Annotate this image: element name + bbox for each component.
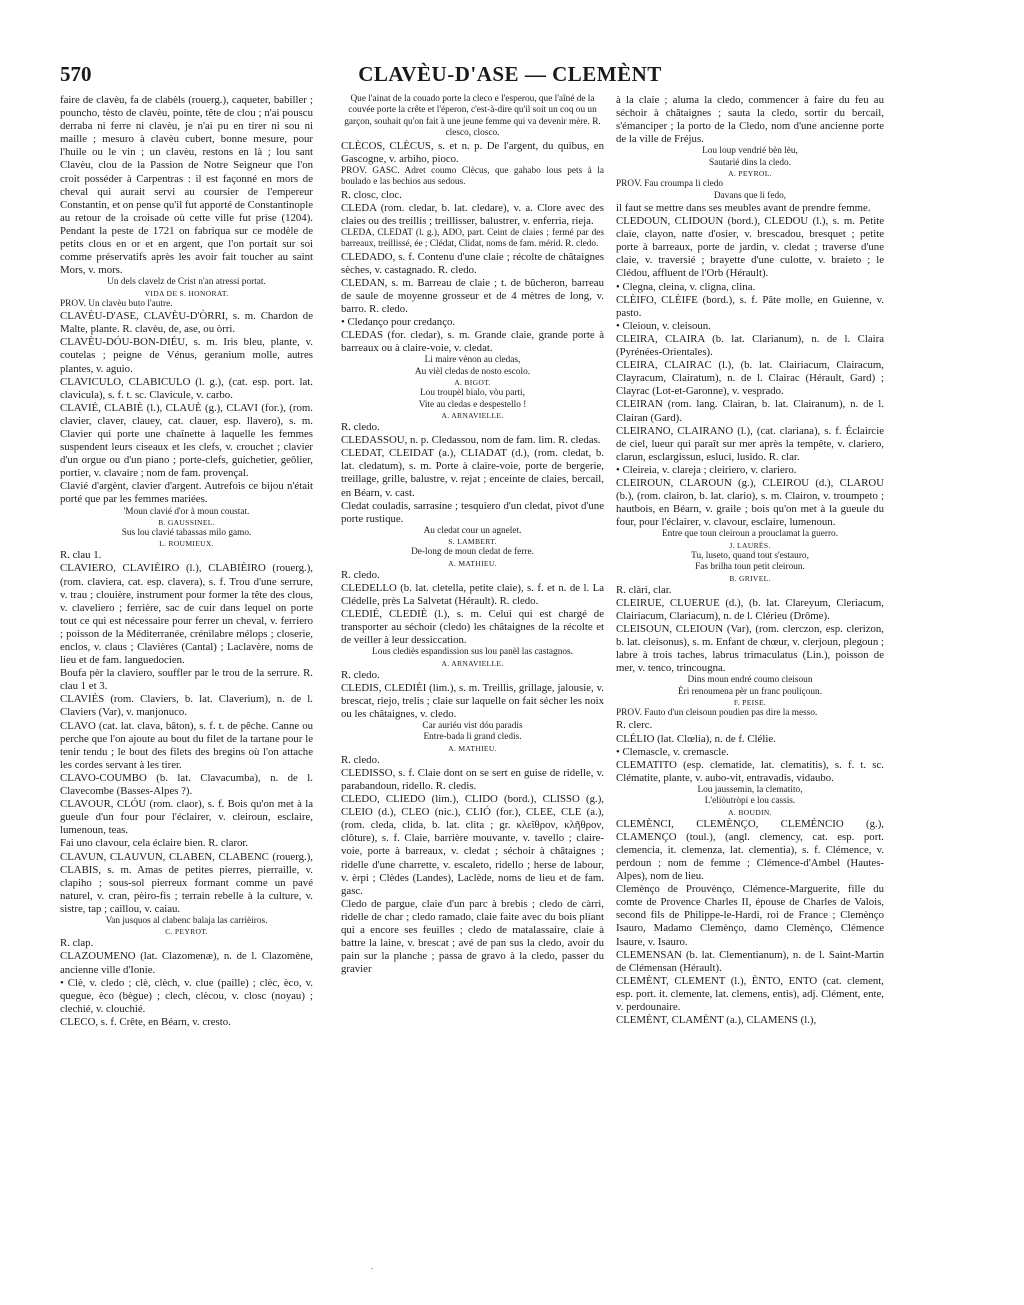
entry-paragraph: R. closc, cloc. [341, 188, 402, 201]
entry-paragraph: CLEIRAN (rom. lang. Clairan, b. lat. Clairanum), n. de l. Clairan (Gard). [616, 398, 884, 424]
quotation-source: A. ARNAVIELLE. [441, 411, 504, 421]
entry-paragraph: R. cledo. [341, 421, 380, 434]
quotation-line: Que l'ainat de la couado porte la cleco e l'esperou, que l'aîné de la couvée porte la crête et l'éperon, c'est-à-dire qu'il soit un coq ou un garçon, souhait qu'on fait à une jeune femme qui va devenir mère. R. clesco, closco. [344, 94, 601, 139]
column-left [60, 94, 313, 1224]
quotation-source: J. LAURÈS. [729, 540, 771, 550]
entry-paragraph: CLEMENSAN (b. lat. Clementianum), n. de l. Saint-Martin de Clémensan (Hérault). [616, 948, 884, 974]
entry-paragraph: CLEDAT, CLEIDAT (a.), CLIADAT (d.), (rom. cledat, b. lat. cledatum), s. m. Porte à claire-voie, porte de bergerie, treillage, grille, balustre, v. rejat ; enceinte de claies, bercail, en Béarn, v. cast. [341, 447, 604, 499]
quotation-source: F. PEISE. [733, 698, 767, 708]
entry-paragraph: CLAVÈU-D'ASE, CLAVÈU-D'ÒRRI, s. m. Chardon de Malte, plante. R. clavèu, de, ase, ou òrri. [60, 310, 313, 336]
entry-paragraph: • Cledanço pour credanço. [341, 316, 456, 329]
quotation-line: Sus lou clavié tabassas milo gamo. [121, 527, 252, 538]
quotation-line: Dins moun endré coumo cleisoun [687, 675, 813, 686]
quotation-source: A. MATHIEU. [448, 743, 497, 753]
quotation-line: Un dels clavelz de Crist n'an atressi portat. [107, 277, 266, 288]
entry-paragraph: CLAVO-COUMBO (b. lat. Clavacumba), n. de l. Clavecombe (Basses-Alpes ?). [60, 771, 313, 798]
quotation-line: Tu, luseto, quand tout s'estauro, [691, 550, 809, 561]
entry-paragraph: CLEDIÉ, CLEDIÈ (l.), s. m. Celui qui est chargé de transporter au séchoir (cledo) les châtaignes de la récolte et de veiller à leur dessiccation. [341, 607, 604, 647]
proverb-line: CLEDA, CLEDAT (l. g.), ADO, part. Ceint de claies ; fermé par des barreaux, treillissé, ée ; Clédat, Clidat, noms de fam. mérid. R. cledo. [341, 227, 604, 250]
entry-paragraph: R. clerc. [616, 719, 653, 732]
entry-paragraph: Cledat couladis, sarrasine ; tesquiero d'un cledat, pivot d'une porte rustique. [341, 499, 604, 525]
entry-paragraph: CLEDELLO (b. lat. cletella, petite claie), s. f. et n. de l. La Clédelle, près La Salvetat (Hérault). R. cledo. [341, 581, 604, 607]
entry-paragraph: • Clegna, cleina, v. cligna, clina. [616, 280, 756, 293]
entry-paragraph: CLEMÈNT, CLAMÈNT (a.), CLAMENS (l.), [616, 1014, 817, 1027]
quotation-line: Van jusquos al clabenc balaja las carrièiros. [105, 915, 268, 926]
entry-paragraph: CLEDIS, CLEDIÈI (lim.), s. m. Treillis, grillage, jalousie, v. brescat, riejo, trelis ; claie sur laquelle on fait sécher les noix ou les châtaignes, v. cledo. [341, 681, 604, 720]
quotation-line: Lou loup vendrié bèn lèu, [702, 146, 798, 157]
quotation-source: S. LAMBERT. [448, 537, 497, 547]
entry-paragraph: CLAVUN, CLAUVUN, CLABEN, CLABENC (rouerg.), CLABIS, s. m. Amas de petites pierres, pierraille, v. clapiho ; sous-sol pierreux formant comme un pavé naturel, v. cran, pèiro-fis ; terrain rebelle à la culture, v. sistre, tap ; caillou, v. caiau. [60, 850, 313, 915]
entry-paragraph: R. clap. [60, 937, 94, 950]
quotation-line: Car auriéu vist dóu paradis [422, 721, 523, 731]
running-title: CLAVÈU-D'ASE — CLEMÈNT [358, 62, 662, 86]
quotation-line: Davans que li fedo, [713, 190, 787, 201]
entry-paragraph: CLAVIÉ, CLABIÈ (l.), CLAUÈ (g.), CLAVI (for.), (rom. clavier, claver, clauey, cat. clauer, esp. llavero), s. m. Clavier qui porte une chaînette à laquelle les femmes suspendent leurs ciseaux et les clefs, v. crouchet ; clavier d'un orgue ou d'un piano ; porte-clefs, guichetier, geôlier, portier, v. clavaire ; nom de fam. provençal. [60, 401, 313, 480]
quotation-line: Au cledat cour un agnelet. [423, 525, 522, 536]
entry-paragraph: CLEIRA, CLAIRAC (l.), (b. lat. Clairiacum, Clairacum, Clayracum, Clairatum), n. de l. Clairac (Hérault, Gard) ; Clayrac (Lot-et-Garonne), v. vesprado. [616, 359, 884, 398]
quotation-source: L. ROUMIEUX. [159, 539, 214, 549]
entry-paragraph: R. clau 1. [60, 549, 102, 562]
entry-paragraph: CLAZOUMENO (lat. Clazomenæ), n. de l. Clazomène, ancienne ville d'Ionie. [60, 950, 313, 976]
quotation-line: Lou troupèl bialo, vòu parti, [420, 388, 525, 399]
entry-paragraph: CLEIROUN, CLAROUN (g.), CLEIROU (d.), CLAROU (b.), (rom. clairon, b. lat. clario), s. m. Clairon, v. troumpeto ; hautbois, en Béarn, v. graile ; bois qu'on met à la gueule du four, pour l'éclairer, v. clavour, esclaire, lumenoun. [616, 476, 884, 529]
entry-paragraph: CLEMATITO (esp. clematide, lat. clematitis), s. f. t. sc. Clématite, plante, v. aubo-vit, entravadis, vidaubo. [616, 758, 884, 784]
entry-paragraph: R. cledo. [341, 668, 380, 681]
quotation-source: A. PEYROL. [728, 169, 772, 179]
entry-paragraph: R. cledo. [341, 568, 380, 581]
entry-paragraph: CLECO, s. f. Crête, en Béarn, v. cresto. [60, 1015, 231, 1028]
quotation-line: 'Moun clavié d'or à moun coustat. [123, 506, 250, 517]
quotation-line: Sautarié dins la cledo. [708, 157, 792, 168]
entry-paragraph: CLAVIÉS (rom. Claviers, b. lat. Claverium), n. de l. Claviers (Var), v. manjonuco. [60, 693, 313, 719]
entry-paragraph: R. clàri, clar. [616, 583, 672, 596]
entry-paragraph: CLEDISSO, s. f. Claie dont on se sert en guise de ridelle, v. parabandoun, ridello. R. cledis. [341, 766, 604, 792]
entry-paragraph: Clemènço de Prouvènço, Clémence-Marguerite, fille du comte de Provence Charles II, épouse de Charles de Valois, second fils de Philippe-le-Hardi, roi de France ; Clemènço Isauro, Madamo Clemènço, damo Clemènço, Clémence Isaure, v. Isauro. [616, 883, 884, 948]
quotation-source: A. MATHIEU. [448, 558, 497, 568]
entry-paragraph: CLEDADO, s. f. Contenu d'une claie ; récolte de châtaignes sèches, v. castagnado. R. cledo. [341, 250, 604, 276]
entry-paragraph: Clavié d'argènt, clavier d'argent. Autrefois ce bijou n'était porté que par les femmes mariées. [60, 480, 313, 506]
entry-paragraph: R. cledo. [341, 753, 380, 766]
entry-paragraph: à la claie ; aluma la cledo, commencer à faire du feu au séchoir à châtaignes ; sauta la cledo, sortir du bercail, s'émanciper ; la porto de la Cledo, nom d'une ancienne porte de la ville de Fréjus. [616, 94, 884, 146]
quotation-line: Entre que toun cleiroun a prouclamat la guerro. [661, 529, 839, 540]
column-middle [341, 94, 604, 1224]
proverb-line: PROV. Un clavèu buto l'autre. [60, 298, 173, 309]
entry-paragraph: CLAVIERO, CLAVIÈIRO (l.), CLABIÈIRO (rouerg.), (rom. claviera, cat. esp. clavera), s. f. Trou d'une serrure, v. trau ; clouière, instrument pour former la tête des clous, v. claveliero ; ferrière, sac de cuir dans lequel on porte tout ce qui est nécessaire pour ferrer un cheval, v. ferriero ; poisson de la Méditerranée, crénilabre mélops ; closerie, enclos, v. claus ; Clavières (Cantal) ; Laclavère, noms de lieu et de fam. languedocien. [60, 562, 313, 667]
entry-paragraph: CLEMÈNCI, CLEMÈNÇO, CLEMÉNCIO (g.), CLAMENÇO (toul.), (angl. clemency, cat. esp. port. clemencia, it. clemenza, lat. clementia), s. f. Clémence, v. perdoun ; nom de femme ; Clémence-d'Ambel (Hautes-Alpes), nom de lieu. [616, 817, 884, 883]
footer-mark: . [371, 1262, 373, 1271]
entry-paragraph: • Clemascle, v. cremascle. [616, 745, 729, 758]
entry-paragraph: CLAVICULO, CLABICULO (l. g.), (cat. esp. port. lat. clavicula), s. f. t. sc. Clavicule, v. carbo. [60, 375, 313, 401]
quotation-line: Li maire vènon au cledas, [424, 355, 521, 366]
entry-paragraph: CLEDOUN, CLIDOUN (bord.), CLEDOU (l.), s. m. Petite claie, clayon, natte d'osier, v. brescadou, bresquet ; petite porte à barreaux, porte de jardin, v. cledat ; traverse d'une claie, v. traversié ; brayette d'une culotte, v. braieto ; le Clédou, affluent de l'Orb (Hérault). [616, 215, 884, 280]
entry-paragraph: CLÈCOS, CLÈCUS, s. et n. p. De l'argent, du quibus, en Gascogne, v. arbiho, pioco. [341, 139, 604, 165]
quotation-source: A. BIGOT. [454, 378, 491, 388]
entry-paragraph: Boufa pèr la claviero, souffler par le trou de la serrure. R. clau 1 et 3. [60, 667, 313, 693]
entry-paragraph: CLEDO, CLIEDO (lim.), CLIDO (bord.), CLISSO (g.), CLEIO (d.), CLEO (nic.), CLIÓ (for.), CLEE, CLE (a.), (rom. cleda, clida, b. lat. clita ; gr. κλεῖθρον, κλῆθρον, clôture), s. f. Claie, barrière mouvante, v. tavello ; claire-voie, porte à barreaux, v. cledat ; séchoir à châtaignes ; ridelle d'une charrette, v. escaleto, ridello ; herse de labour, v. èrpi ; Clèdes (Landes), Laclède, noms de lieu et de fam. gasc. [341, 793, 604, 897]
quotation-line: De-long de moun cledat de ferre. [411, 547, 534, 558]
quotation-source: B. GAUSSINEL. [158, 517, 215, 527]
page-header [60, 62, 960, 90]
entry-paragraph: Cledo de pargue, claie d'un parc à brebis ; cledo de càrri, ridelle de char ; cledo ramado, claie faite avec du bois pliant qui a encore ses feuilles ; cledo de matalassaire, claie à battre la laine, v. brescat ; avé de pan sus la cledo, avoir du pain sur la planche ; passa de gravo à la cledo, passer du gravier [341, 897, 604, 976]
entry-paragraph: • Clè, v. cledo ; clè, clèch, v. clue (paille) ; clèc, èco, v. quegue, èco (bègue) ; clech, clècou, v. closc (noyau) ; clechié, v. clouchié. [60, 976, 313, 1015]
entry-paragraph: CLEISOUN, CLEIOUN (Var), (rom. clerczon, esp. clerizon, b. lat. cleisonus), s. m. Enfant de chœur, v. clerjoun, plegoun ; labre à trois taches, labrus trimaculatus (Lin.), poisson de mer, v. tenco, trincougna. [616, 622, 884, 675]
entry-paragraph: CLEDAN, s. m. Barreau de claie ; t. de bûcheron, barreau de saule de moyenne grosseur et de 4 mètres de long, v. barro. R. cledo. [341, 276, 604, 316]
proverb-line: PROV. Fau croumpa li cledo [616, 179, 723, 190]
quotation-line: L'eliòutròpi e lou cassis. [704, 796, 796, 807]
entry-paragraph: CLAVÈU-DÓU-BON-DIÉU, s. m. Iris bleu, plante, v. coutelas ; peigne de Vénus, geranium molle, autres plantes, v. aguio. [60, 336, 313, 375]
quotation-source: C. PEYROT. [165, 927, 208, 937]
entry-paragraph: CLEDA (rom. cledar, b. lat. cledare), v. a. Clore avec des claies ou des treillis ; treillisser, balustrer, v. enferria, rieja. [341, 201, 604, 227]
quotation-line: Vite au cledas e despestello ! [418, 399, 527, 410]
entry-paragraph: CLEIRANO, CLAIRANO (l.), (cat. clariana), s. f. Éclaircie de ciel, lueur qui paraît sur mer après la tempête, v. clariero, clarun, esclargissun, esluci, lusido. R. clar. [616, 424, 884, 463]
entry-paragraph: CLEIRA, CLAIRA (b. lat. Clarianum), n. de l. Claira (Pyrénées-Orientales). [616, 332, 884, 359]
quotation-line: Lou jaussemin, la clematito, [697, 784, 803, 795]
quotation-line: Lous clediès espandission sus lou panèl las castagnos. [372, 647, 573, 658]
column-right [616, 94, 884, 1224]
entry-paragraph: CLAVO (cat. lat. clava, bâton), s. f. t. de pêche. Canne ou perche que l'on ajoute au bout du filet de la tartane pour le tenir tendu ; le bout des filets des bregins où l'on attache les cordes servant à les tirer. [60, 719, 313, 771]
quotation-source: B. GRIVEL. [729, 573, 771, 583]
quotation-source: A. ARNAVIELLE. [441, 658, 504, 668]
entry-paragraph: CLEMÈNT, CLEMENT (l.), ÈNTO, ENTO (cat. clement, esp. port. it. clemente, lat. clemens, entis), adj. Clément, ente, v. perdounaire. [616, 974, 884, 1014]
quotation-source: VIDA DE S. HONORAT. [144, 288, 229, 298]
entry-paragraph: CLAVOUR, CLÓU (rom. claor), s. f. Bois qu'on met à la gueule d'un four pour l'éclairer, v. cleiroun, esclaire, lumenoun, teas. [60, 798, 313, 837]
entry-paragraph: CLÉLIO (lat. Clœlia), n. de f. Clélie. [616, 732, 776, 745]
entry-paragraph: CLEDAS (for. cledar), s. m. Grande claie, grande porte à barreaux ou à claire-voie, v. cledat. [341, 329, 604, 355]
entry-paragraph: CLEIRUE, CLUERUE (d.), (b. lat. Clareyum, Cleriacum, Clairiacum, Clariacum), n. de l. Clérieu (Drôme). [616, 596, 884, 622]
entry-paragraph: • Cleireia, v. clareja ; cleiriero, v. clariero. [616, 463, 797, 476]
entry-paragraph: faire de clavèu, fa de clabèls (rouerg.), caqueter, babiller ; pouncho, tèsto de clavèu, pointe, tête de clou ; n'ai pouscu derraba ni ferre ni clavèu, je n'ai pu en tirer ni sou ni maille ; mesuro à clavèu cubert, bonne mesure, pour l'huile ou le vin ; un clavèu, restons en là ; lou sant Clavèu, clou de la Passion de Notre Seigneur que l'on croit posséder à Carpentras : il est façonné en mors de cheval qui aurait servi au coursier de l'empereur Constantin, et on pense qu'il fut apporté de Constantinople au retour de la croisade où cette ville fut prise (1204). Pendant la peste de 1721 on fabriqua sur ce modèle de petits clous en or et en argent, que l'on portait sur soi comme préservatifs après les avoir fait toucher au saint Mors, v. mors. [60, 94, 313, 277]
entry-paragraph: • Cleioun, v. cleisoun. [616, 319, 711, 332]
quotation-line: Au vièl cledas de nosto escolo. [414, 366, 531, 377]
proverb-line: PROV. GASC. Adret coumo Clècus, que gahabo lous pets à la boulado e las bechios aus sedous. [341, 165, 604, 188]
page-number: 570 [60, 62, 92, 86]
entry-paragraph: Fai uno clavour, cela éclaire bien. R. claror. [60, 837, 249, 850]
quotation-line: Entre-bada li grand cledis. [423, 732, 522, 743]
entry-paragraph: CLÈIFO, CLÈIFE (bord.), s. f. Pâte molle, en Guienne, v. pasto. [616, 293, 884, 319]
quotation-source: A. BOUDIN. [728, 807, 772, 817]
quotation-line: Èri renoumena pèr un franc pouliçoun. [677, 686, 823, 697]
entry-paragraph: CLEDASSOU, n. p. Cledassou, nom de fam. lim. R. cledas. [341, 434, 601, 447]
quotation-line: Fas brilha toun petit cleiroun. [695, 562, 805, 573]
proverb-line: PROV. Fauto d'un cleisoun poudien pas dire la messo. [616, 708, 818, 719]
entry-paragraph: il faut se mettre dans ses meubles avant de prendre femme. [616, 202, 871, 214]
